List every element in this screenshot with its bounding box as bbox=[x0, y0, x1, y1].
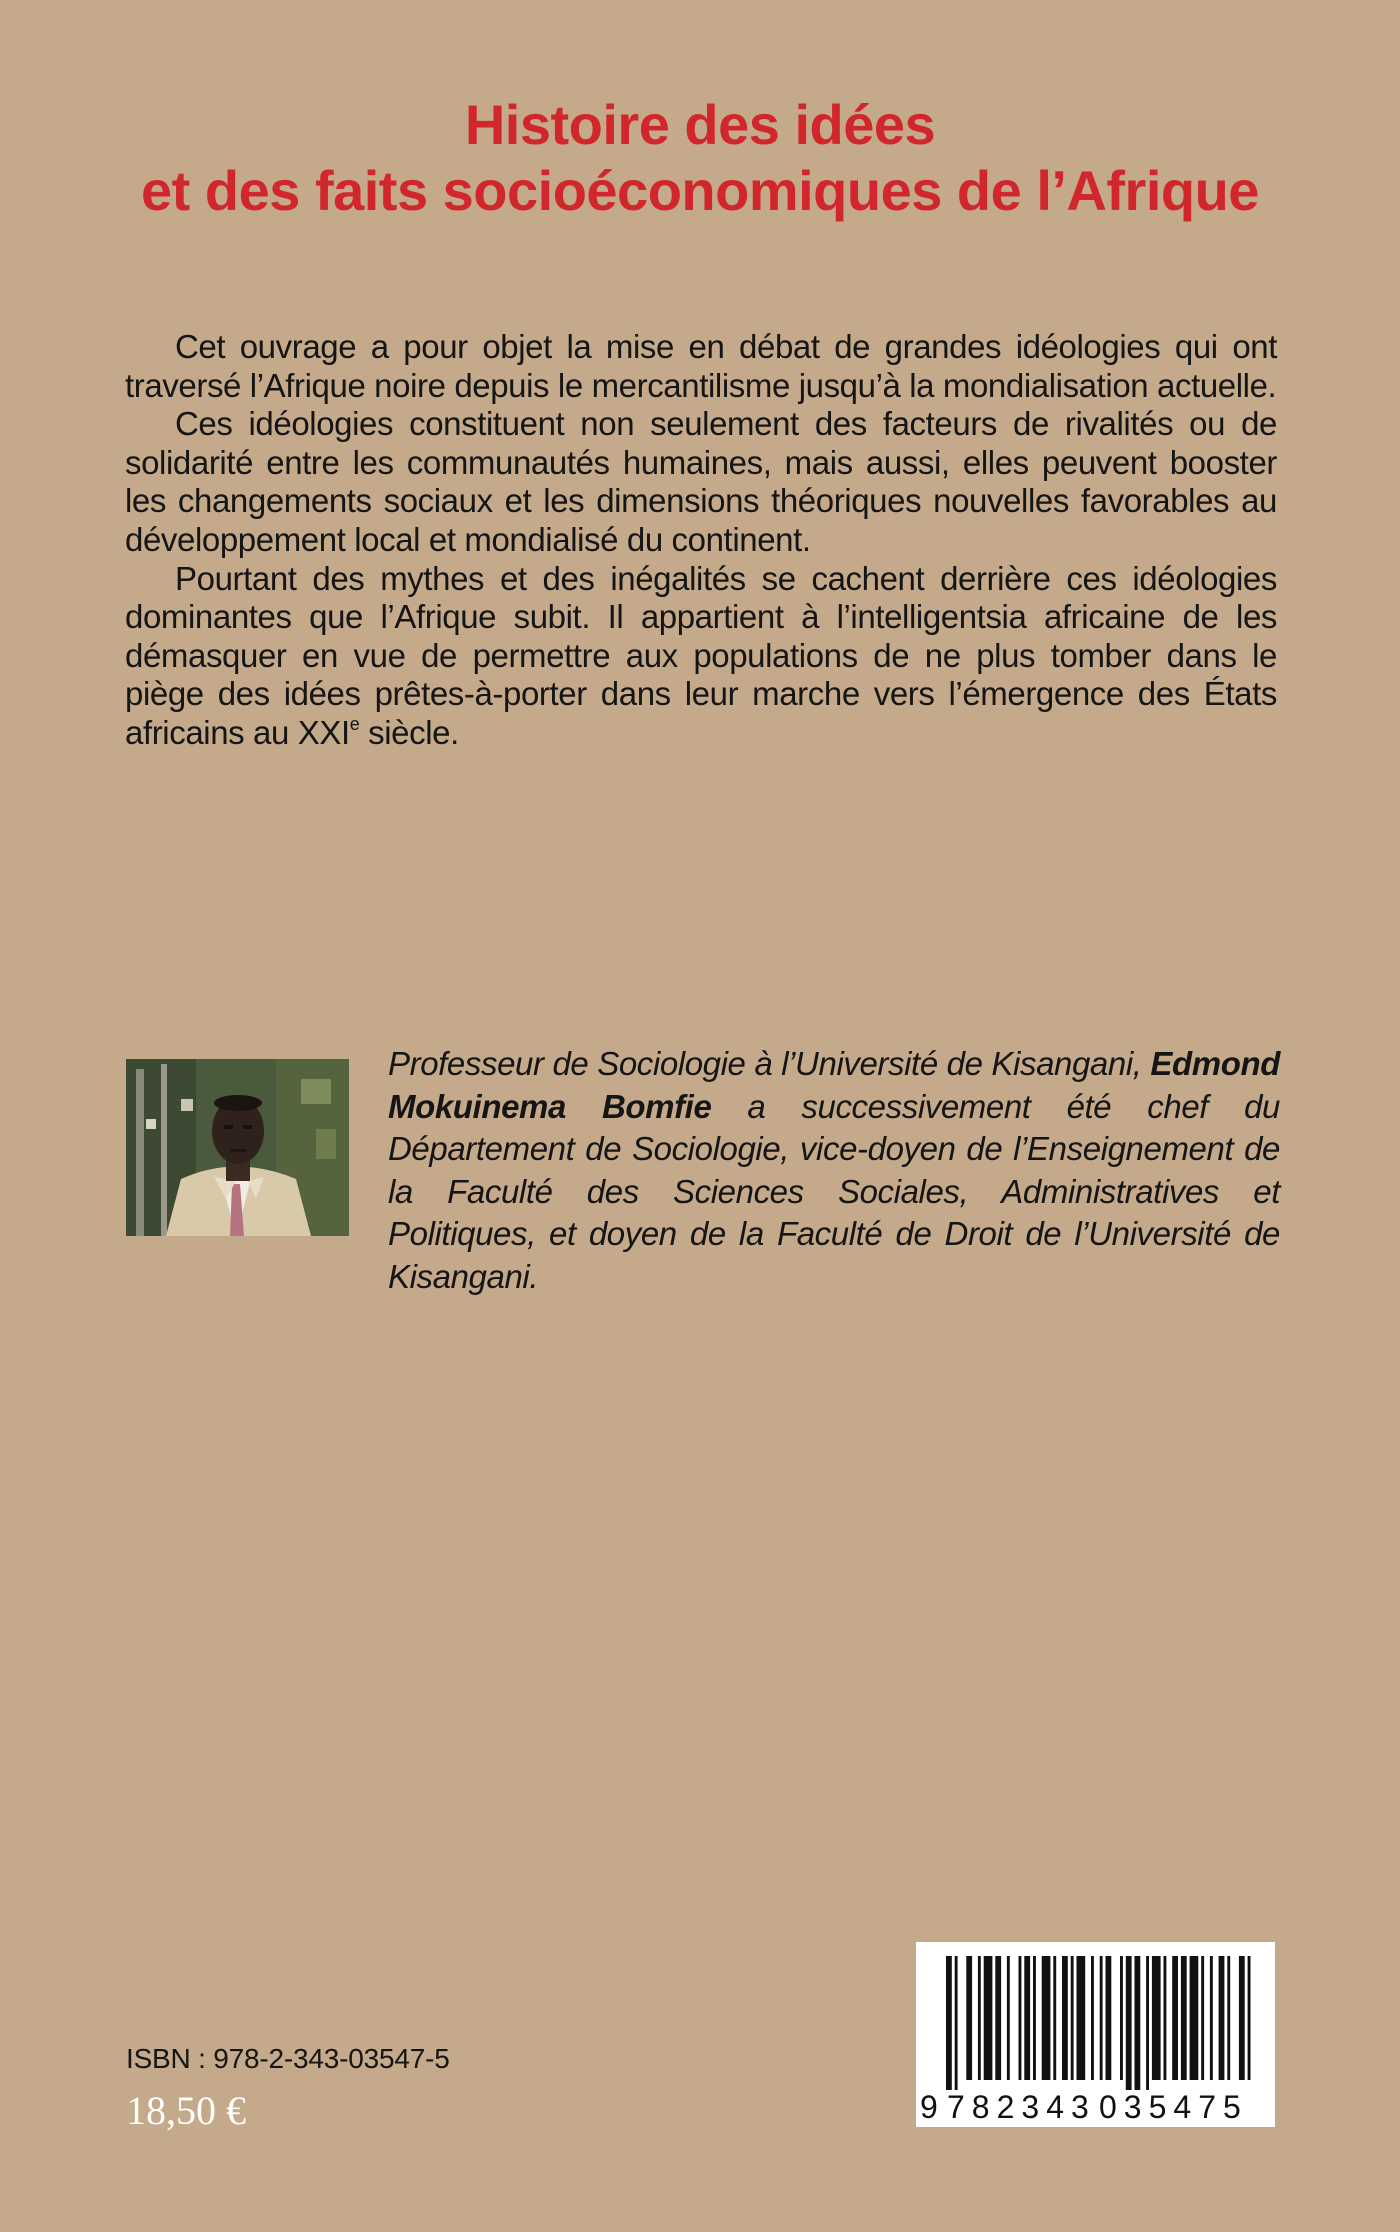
barcode-bar bbox=[1100, 1956, 1103, 2080]
book-title bbox=[60, 92, 1340, 224]
blurb-paragraph-3-text: Pourtant des mythes et des inégalités se cachent derrière ces idéologies dominantes que l’Afrique subit. Il appartient à l’intelligentsia africaine de les démasquer en vue de permettre aux populations de ne plus tomber dans le piège des idées prêtes-à-porter dans leur marche vers l’émergence des États africains au XXI bbox=[125, 559, 1277, 751]
author-bio bbox=[388, 1043, 1280, 1298]
blurb-paragraph-2: Ces idéologies constituent non seulement des facteurs de rivalités ou de solidarité entre les communautés humaines, mais aussi, elles peuvent booster les changements sociaux et les dimensions théoriques nouvelles favorables au développement local et mondialisé du continent. bbox=[125, 405, 1277, 558]
barcode-bar bbox=[1071, 1956, 1074, 2080]
barcode-digits-left: 782343 bbox=[947, 2089, 1096, 2125]
barcode-bar bbox=[1062, 1956, 1068, 2080]
barcode-bar bbox=[1120, 1956, 1123, 2080]
barcode-bar bbox=[1164, 1956, 1167, 2080]
barcode-bar bbox=[966, 1956, 972, 2080]
isbn: ISBN : 978-2-343-03547-5 bbox=[126, 2043, 450, 2074]
barcode-bars bbox=[946, 1956, 1251, 2090]
barcode-bar bbox=[1126, 1956, 1132, 2090]
barcode-bar bbox=[1227, 1956, 1230, 2080]
barcode-bar bbox=[1007, 1956, 1010, 2080]
barcode-bar bbox=[1201, 1956, 1204, 2080]
barcode-digits-right: 035475 bbox=[1099, 2089, 1248, 2125]
barcode-bar bbox=[1152, 1956, 1161, 2080]
barcode-bar bbox=[1135, 1956, 1141, 2090]
barcode-bar bbox=[1146, 1956, 1149, 2090]
author-bio-rest: a successivement été chef du Département de Sociologie, vice-doyen de l’Enseignement de la Faculté des Sciences Sociales, Administratives et Politiques, et doyen de la Faculté de Droit de l’Université de Kisangani. bbox=[388, 1087, 1280, 1295]
price: 18,50 € bbox=[126, 2088, 246, 2133]
barcode-bar bbox=[984, 1956, 993, 2080]
barcode-bar bbox=[1091, 1956, 1094, 2080]
blurb-paragraph-1: Cet ouvrage a pour objet la mise en débat de grandes idéologies qui ont traversé l’Afrique noire depuis le mercantilisme jusqu’à la mondialisation actuelle. bbox=[125, 328, 1277, 404]
barcode-digit-first: 9 bbox=[920, 2089, 938, 2125]
isbn-barcode bbox=[916, 1942, 1275, 2127]
barcode-bar bbox=[1239, 1956, 1245, 2080]
barcode-bar bbox=[978, 1956, 981, 2080]
barcode-bar bbox=[1219, 1956, 1225, 2080]
barcode-bar bbox=[1172, 1956, 1178, 2080]
barcode-bar bbox=[1248, 1956, 1251, 2080]
barcode-bar bbox=[1053, 1956, 1056, 2080]
author-photo bbox=[126, 1059, 349, 1236]
barcode-bar bbox=[1024, 1956, 1030, 2080]
title-line-2: et des faits socioéconomiques de l’Afrique bbox=[141, 159, 1259, 222]
barcode-bar bbox=[1033, 1956, 1036, 2080]
barcode-bar bbox=[1042, 1956, 1051, 2080]
barcode-bar bbox=[1181, 1956, 1187, 2080]
blurb-paragraph-3-end: siècle. bbox=[359, 713, 459, 751]
blurb-paragraph-3 bbox=[125, 560, 1277, 753]
barcode-bar bbox=[955, 1956, 958, 2090]
title-line-1: Histoire des idées bbox=[464, 93, 936, 156]
barcode-bar bbox=[1019, 1956, 1022, 2080]
barcode-bar bbox=[1210, 1956, 1213, 2080]
barcode-bar bbox=[1106, 1956, 1112, 2080]
barcode-bar bbox=[1190, 1956, 1199, 2080]
author-bio-intro: Professeur de Sociologie à l’Université de Kisangani, bbox=[388, 1045, 1151, 1082]
author-name: Edmond Mokuinema Bomfie bbox=[388, 1045, 1280, 1125]
barcode-bar bbox=[1077, 1956, 1086, 2080]
barcode-bar bbox=[995, 1956, 1001, 2080]
book-blurb bbox=[125, 328, 1277, 753]
century-superscript: e bbox=[349, 713, 360, 734]
barcode-bar bbox=[946, 1956, 952, 2090]
